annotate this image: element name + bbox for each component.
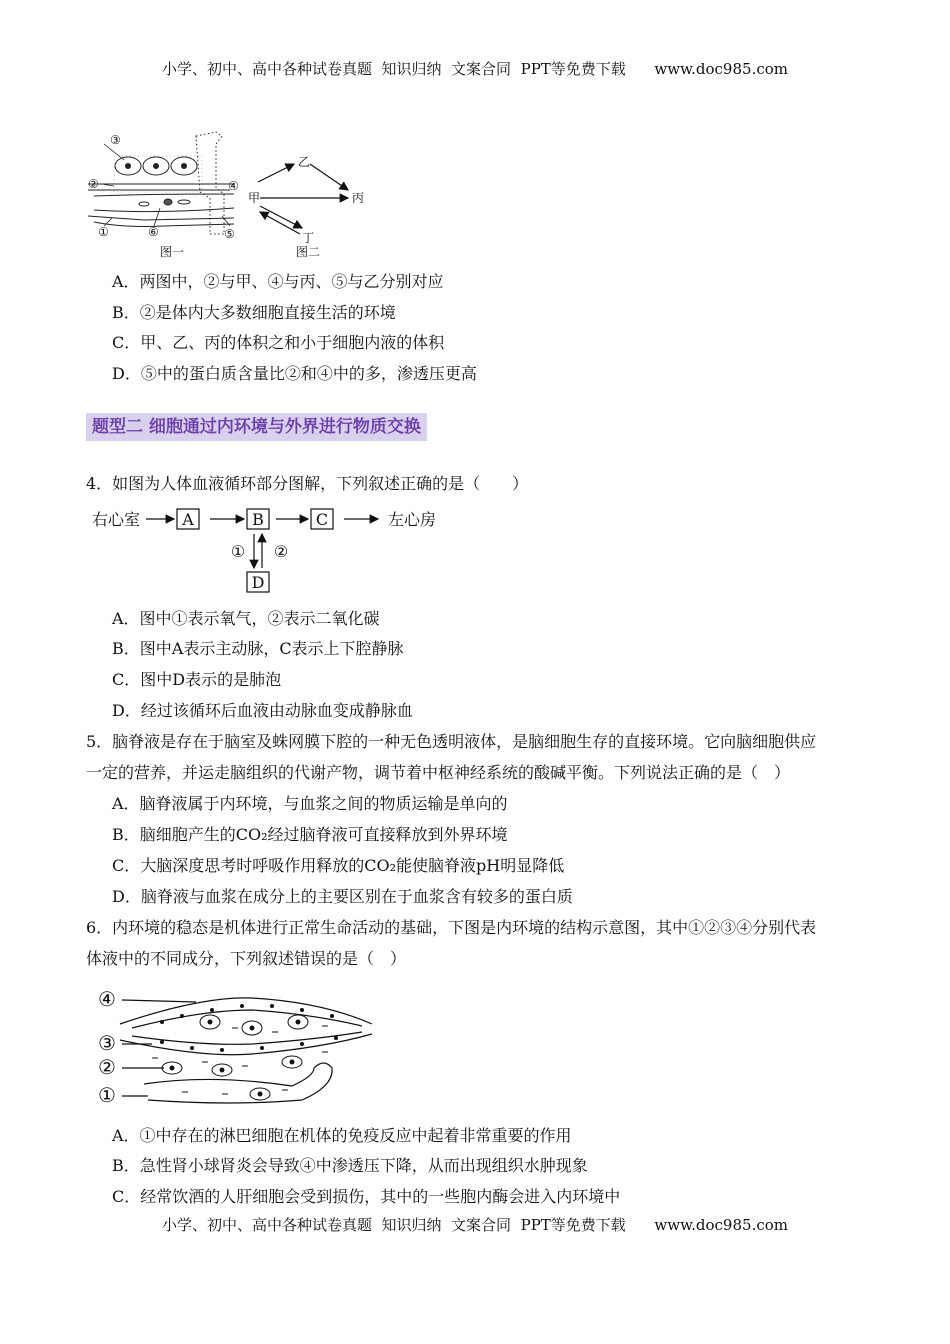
q5-option-d: D．脑脊液与血浆在成分上的主要区别在于血浆含有较多的蛋白质 xyxy=(112,887,573,906)
fig1-label-5: ⑤ xyxy=(224,227,235,241)
q6-option-c: C．经常饮酒的人肝细胞会受到损伤，其中的一些胞内酶会进入内环境中 xyxy=(112,1187,621,1206)
fig1-label-6: ⑥ xyxy=(148,225,159,239)
arrow-jia-to-yi xyxy=(258,164,294,182)
q6-stem-line-1: 6．内环境的稳态是机体进行正常生命活动的基础，下图是内环境的结构示意图，其中①②③④分别代表 xyxy=(86,918,817,937)
fig1-label-2: ② xyxy=(88,177,99,191)
q6-label-3: ③ xyxy=(98,1031,116,1055)
q6-option-a: A．①中存在的淋巴细胞在机体的免疫反应中起着非常重要的作用 xyxy=(112,1126,572,1145)
q3-option-d: D．⑤中的蛋白质含量比②和④中的多，渗透压更高 xyxy=(112,364,477,383)
fig1-label-3: ③ xyxy=(110,133,121,147)
q6-label-4: ④ xyxy=(98,987,116,1011)
q4-option-c: C．图中D表示的是肺泡 xyxy=(112,670,282,689)
fig2-node-ding: 丁 xyxy=(302,231,315,245)
q4-box-c-label: C xyxy=(315,510,329,529)
page-footer: 小学、初中、高中各种试卷真题 知识归纳 文案合同 PPT等免费下载 www.doc985.com xyxy=(161,1216,788,1234)
fig1-caption: 图一 xyxy=(160,245,185,259)
q4-arrow-2-label: ② xyxy=(273,542,289,561)
q6-label-2: ② xyxy=(98,1055,116,1079)
q4-stem: 4．如图为人体血液循环部分图解，下列叙述正确的是（ ） xyxy=(86,474,529,493)
arrow-ding-to-jia xyxy=(260,212,300,234)
q5-option-b: B．脑细胞产生的CO₂经过脑脊液可直接释放到外界环境 xyxy=(112,825,508,844)
q4-node-left-atrium: 左心房 xyxy=(388,510,437,529)
q5-option-a: A．脑脊液属于内环境，与血浆之间的物质运输是单向的 xyxy=(112,794,508,813)
fig2-node-jia: 甲 xyxy=(248,191,261,205)
q4-option-a: A．图中①表示氧气，②表示二氧化碳 xyxy=(112,609,380,628)
section-heading: 题型二 细胞通过内环境与外界进行物质交换 xyxy=(86,413,427,441)
q4-arrow-1-label: ① xyxy=(230,542,246,561)
fig1-label-4: ④ xyxy=(228,179,239,193)
q6-label-1: ① xyxy=(98,1083,116,1107)
fig2-node-bing: 丙 xyxy=(352,191,365,205)
q4-box-a-label: A xyxy=(182,510,194,529)
q3-option-b: B．②是体内大多数细胞直接生活的环境 xyxy=(112,303,396,322)
q5-stem-line-2: 一定的营养，并运走脑组织的代谢产物，调节着中枢神经系统的酸碱平衡。下列说法正确的是（ ） xyxy=(86,763,791,782)
figure-1-tissue-diagram xyxy=(84,128,254,262)
q4-node-right-ventricle: 右心室 xyxy=(92,510,141,529)
arrow-yi-to-bing xyxy=(310,164,348,190)
q4-option-d: D．经过该循环后血液由动脉血变成静脉血 xyxy=(112,701,413,720)
q4-box-d-label: D xyxy=(251,573,265,592)
q4-circulation-diagram xyxy=(88,504,458,600)
q5-option-c: C．大脑深度思考时呼吸作用释放的CO₂能使脑脊液pH明显降低 xyxy=(112,856,565,875)
arrow-jia-to-ding xyxy=(260,206,302,228)
q5-stem-line-1: 5．脑脊液是存在于脑室及蛛网膜下腔的一种无色透明液体，是脑细胞生存的直接环境。它向脑细胞供应 xyxy=(86,732,817,751)
figure-2-relation-diagram xyxy=(244,150,374,262)
page-header: 小学、初中、高中各种试卷真题 知识归纳 文案合同 PPT等免费下载 www.doc985.com xyxy=(161,60,788,78)
q4-option-b: B．图中A表示主动脉，C表示上下腔静脉 xyxy=(112,639,404,658)
q6-stem-line-2: 体液中的不同成分，下列叙述错误的是（ ） xyxy=(86,949,407,968)
q4-box-b-label: B xyxy=(252,510,264,529)
fig2-caption: 图二 xyxy=(296,245,321,259)
fig1-label-1: ① xyxy=(98,225,109,239)
q3-option-c: C．甲、乙、丙的体积之和小于细胞内液的体积 xyxy=(112,333,445,352)
q6-option-b: B．急性肾小球肾炎会导致④中渗透压下降，从而出现组织水肿现象 xyxy=(112,1156,588,1175)
q6-internal-environment-diagram xyxy=(92,982,382,1110)
fig2-node-yi: 乙 xyxy=(298,155,311,169)
q3-option-a: A．两图中，②与甲、④与丙、⑤与乙分别对应 xyxy=(112,272,444,291)
